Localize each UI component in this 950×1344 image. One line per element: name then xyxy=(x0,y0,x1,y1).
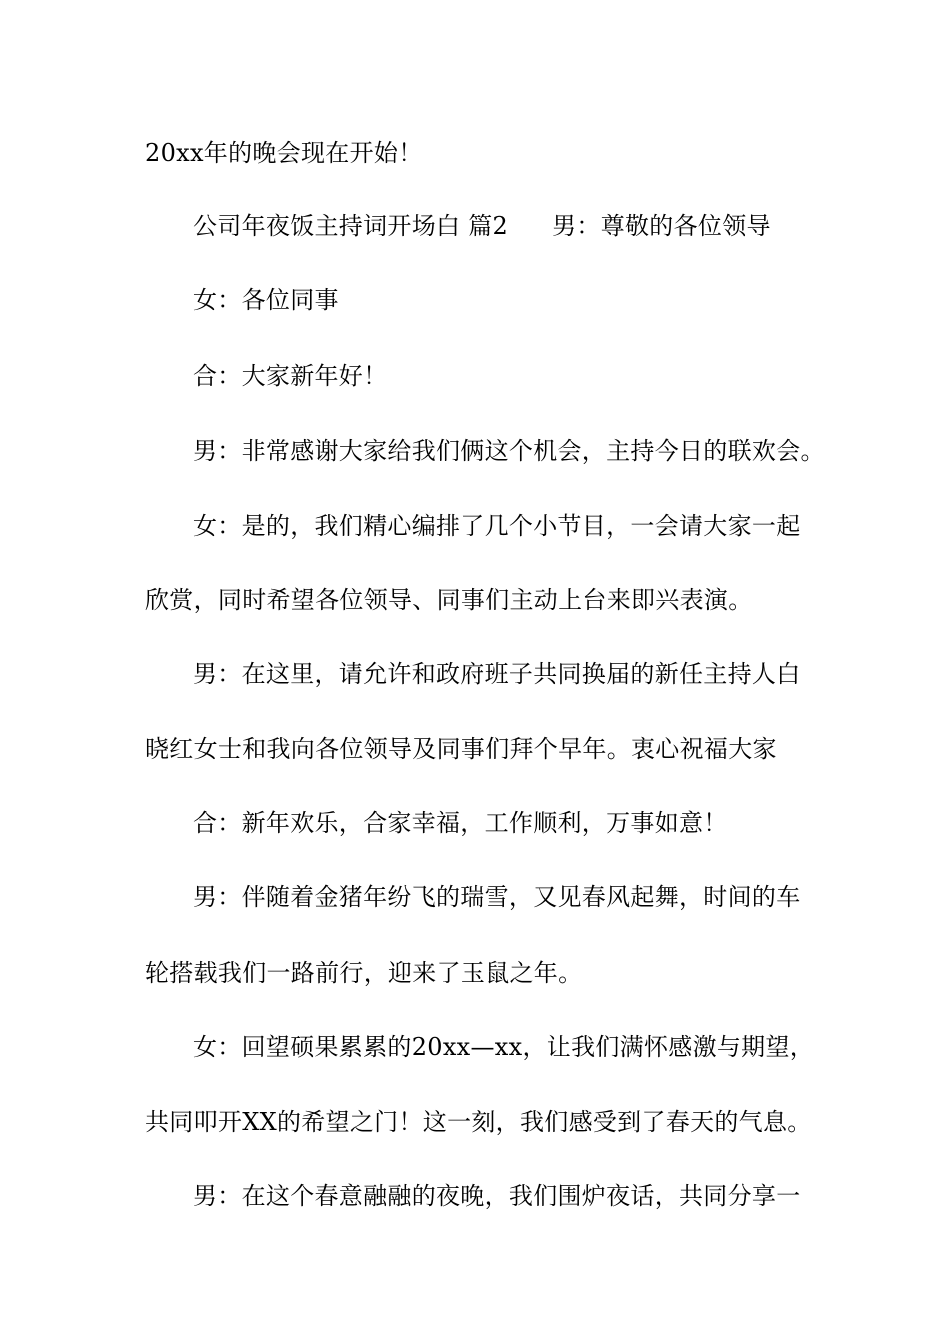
dialogue-line: 男：伴随着金猪年纷飞的瑞雪，又见春风起舞，时间的车 xyxy=(193,883,801,911)
dialogue-line: 合：大家新年好！ xyxy=(193,362,388,390)
dialogue-line: 男：在这里，请允许和政府班子共同换届的新任主持人白 xyxy=(193,660,801,688)
paragraph-line: 20xx年的晚会现在开始！ xyxy=(145,139,423,167)
dialogue-line: 男：在这个春意融融的夜晚，我们围炉夜话，共同分享一 xyxy=(193,1182,801,1210)
dialogue-continuation: 轮搭载我们一路前行，迎来了玉鼠之年。 xyxy=(145,959,583,987)
dialogue-line: 男：非常感谢大家给我们俩这个机会，主持今日的联欢会。 xyxy=(193,437,825,465)
dialogue-line: 合：新年欢乐，合家幸福，工作顺利，万事如意！ xyxy=(193,809,728,837)
dialogue-line: 女：各位同事 xyxy=(193,286,339,314)
section-heading: 公司年夜饭主持词开场白 篇2 xyxy=(193,212,509,240)
section-heading-line xyxy=(193,210,771,242)
dialogue-continuation: 欣赏，同时希望各位领导、同事们主动上台来即兴表演。 xyxy=(145,586,753,614)
dialogue-line: 男：尊敬的各位领导 xyxy=(552,212,771,240)
dialogue-line: 女：是的，我们精心编排了几个小节目，一会请大家一起 xyxy=(193,512,801,540)
dialogue-continuation: 晓红女士和我向各位领导及同事们拜个早年。衷心祝福大家 xyxy=(145,735,777,763)
dialogue-line: 女：回望硕果累累的20xx—xx，让我们满怀感激与期望， xyxy=(193,1033,815,1061)
dialogue-continuation: 共同叩开XX的希望之门！这一刻，我们感受到了春天的气息。 xyxy=(145,1108,812,1136)
